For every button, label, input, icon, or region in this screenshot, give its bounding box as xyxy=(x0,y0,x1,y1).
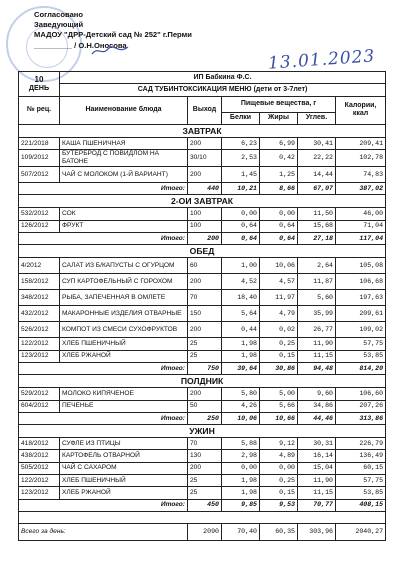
table-row xyxy=(19,400,386,412)
table-row xyxy=(19,350,386,362)
recipe-number: 432/2012 xyxy=(19,306,60,322)
protein-value: 1,98 xyxy=(222,350,260,362)
total-protein: 0,64 xyxy=(222,233,260,245)
dish-name: МОЛОКО КИПЯЧЕНОЕ xyxy=(60,388,188,400)
calories-value: 226,79 xyxy=(336,438,386,450)
calories-value: 209,61 xyxy=(336,306,386,322)
calories-value: 105,08 xyxy=(336,258,386,274)
section-total-row xyxy=(19,499,386,511)
col-carbs-header: Углев. xyxy=(298,112,336,124)
protein-value: 0,44 xyxy=(222,322,260,338)
carbs-value: 11,50 xyxy=(298,208,336,220)
table-row xyxy=(19,208,386,220)
section-header xyxy=(19,425,386,438)
day-cell xyxy=(19,72,60,97)
recipe-number: 532/2012 xyxy=(19,208,60,220)
col-fat-header: Жиры xyxy=(260,112,298,124)
recipe-number: 438/2012 xyxy=(19,450,60,462)
section-title: УЖИН xyxy=(19,425,386,438)
total-protein: 10,06 xyxy=(222,412,260,424)
dish-name: ЧАЙ С САХАРОМ xyxy=(60,462,188,474)
carbs-value: 26,77 xyxy=(298,322,336,338)
total-carbs: 44,46 xyxy=(298,412,336,424)
fat-value: 5,00 xyxy=(260,388,298,400)
calories-value: 106,68 xyxy=(336,274,386,290)
dish-yield: 25 xyxy=(188,338,222,350)
dish-yield: 50 xyxy=(188,400,222,412)
protein-value: 4,26 xyxy=(222,400,260,412)
carbs-value: 15,68 xyxy=(298,220,336,232)
col-nutrients-header: Пищевые вещества, г xyxy=(222,96,336,112)
dish-yield: 25 xyxy=(188,475,222,487)
fat-value: 0,02 xyxy=(260,322,298,338)
calories-value: 136,49 xyxy=(336,450,386,462)
recipe-number: 529/2012 xyxy=(19,388,60,400)
section-total-row xyxy=(19,412,386,424)
table-row xyxy=(19,167,386,183)
total-yield: 440 xyxy=(188,183,222,195)
fat-value: 1,25 xyxy=(260,167,298,183)
dish-yield: 60 xyxy=(188,258,222,274)
company-name: ИП Бабкина Ф.С. xyxy=(60,72,386,84)
dish-yield: 130 xyxy=(188,450,222,462)
fat-value: 0,15 xyxy=(260,350,298,362)
calories-value: 102,78 xyxy=(336,150,386,167)
day-label: ДЕНЬ xyxy=(28,82,50,92)
section-title: ПОЛДНИК xyxy=(19,375,386,388)
total-fat: 30,86 xyxy=(260,362,298,374)
dish-name: ПЕЧЕНЬЕ xyxy=(60,400,188,412)
carbs-value: 2,64 xyxy=(298,258,336,274)
fat-value: 5,66 xyxy=(260,400,298,412)
dish-name: КАРТОФЕЛЬ ОТВАРНОЙ xyxy=(60,450,188,462)
table-row xyxy=(19,462,386,474)
recipe-number: 122/2012 xyxy=(19,475,60,487)
table-row xyxy=(19,322,386,338)
dish-yield: 200 xyxy=(188,462,222,474)
protein-value: 18,40 xyxy=(222,290,260,306)
table-row xyxy=(19,388,386,400)
dish-name: ЧАЙ С МОЛОКОМ (1-Й ВАРИАНТ) xyxy=(60,167,188,183)
total-calories: 313,86 xyxy=(336,412,386,424)
total-calories: 814,20 xyxy=(336,362,386,374)
spacer-cell xyxy=(19,511,386,523)
table-row xyxy=(19,258,386,274)
recipe-number: 123/2012 xyxy=(19,487,60,499)
total-carbs: 94,48 xyxy=(298,362,336,374)
dish-yield: 200 xyxy=(188,137,222,149)
recipe-number: 109/2012 xyxy=(19,150,60,167)
calories-value: 109,02 xyxy=(336,322,386,338)
fat-value: 0,64 xyxy=(260,220,298,232)
section-title: ОБЕД xyxy=(19,245,386,258)
total-fat: 9,53 xyxy=(260,499,298,511)
recipe-number: 158/2012 xyxy=(19,274,60,290)
section-header xyxy=(19,245,386,258)
signature-scribble xyxy=(90,44,130,58)
total-calories: 117,04 xyxy=(336,233,386,245)
recipe-number: 507/2012 xyxy=(19,167,60,183)
calories-value: 53,85 xyxy=(336,350,386,362)
calories-value: 57,75 xyxy=(336,338,386,350)
calories-value: 46,00 xyxy=(336,208,386,220)
table-row xyxy=(19,220,386,232)
total-fat: 10,66 xyxy=(260,412,298,424)
protein-value: 0,00 xyxy=(222,208,260,220)
total-yield: 450 xyxy=(188,499,222,511)
grand-total-protein: 70,40 xyxy=(222,524,260,541)
fat-value: 0,00 xyxy=(260,208,298,220)
calories-value: 207,26 xyxy=(336,400,386,412)
section-header xyxy=(19,124,386,137)
protein-value: 1,98 xyxy=(222,338,260,350)
total-protein: 9,85 xyxy=(222,499,260,511)
dish-yield: 200 xyxy=(188,167,222,183)
dish-name: СУП КАРТОФЕЛЬНЫЙ С ГОРОХОМ xyxy=(60,274,188,290)
col-name-header: Наименование блюда xyxy=(60,96,188,124)
protein-value: 1,98 xyxy=(222,487,260,499)
recipe-number: 221/2018 xyxy=(19,137,60,149)
fat-value: 11,97 xyxy=(260,290,298,306)
carbs-value: 11,15 xyxy=(298,487,336,499)
dish-name: КОМПОТ ИЗ СМЕСИ СУХОФРУКТОВ xyxy=(60,322,188,338)
table-row xyxy=(19,150,386,167)
col-yield-header: Выход xyxy=(188,96,222,124)
protein-value: 5,88 xyxy=(222,438,260,450)
fat-value: 4,79 xyxy=(260,306,298,322)
carbs-value: 15,04 xyxy=(298,462,336,474)
carbs-value: 11,15 xyxy=(298,350,336,362)
dish-yield: 70 xyxy=(188,438,222,450)
protein-value: 2,53 xyxy=(222,150,260,167)
carbs-value: 14,44 xyxy=(298,167,336,183)
table-row xyxy=(19,338,386,350)
table-row xyxy=(19,274,386,290)
carbs-value: 22,22 xyxy=(298,150,336,167)
grand-total-fat: 60,35 xyxy=(260,524,298,541)
protein-value: 6,23 xyxy=(222,137,260,149)
total-calories: 387,02 xyxy=(336,183,386,195)
dish-name: ФРУКТ xyxy=(60,220,188,232)
menu-title: САД ТУБИНТОКСИКАЦИЯ МЕНЮ (дети от 3-7лет) xyxy=(60,84,386,96)
dish-yield: 25 xyxy=(188,487,222,499)
carbs-value: 11,87 xyxy=(298,274,336,290)
total-label: Итого: xyxy=(19,499,188,511)
dish-yield: 30/10 xyxy=(188,150,222,167)
day-number: 10 xyxy=(34,74,44,84)
fat-value: 0,25 xyxy=(260,475,298,487)
carbs-value: 11,90 xyxy=(298,338,336,350)
total-yield: 200 xyxy=(188,233,222,245)
table-row xyxy=(19,487,386,499)
total-yield: 750 xyxy=(188,362,222,374)
section-total-row xyxy=(19,233,386,245)
calories-value: 197,63 xyxy=(336,290,386,306)
fat-value: 6,99 xyxy=(260,137,298,149)
protein-value: 4,52 xyxy=(222,274,260,290)
fat-value: 9,12 xyxy=(260,438,298,450)
calories-value: 209,41 xyxy=(336,137,386,149)
table-row xyxy=(19,137,386,149)
section-header xyxy=(19,195,386,208)
recipe-number: 123/2012 xyxy=(19,350,60,362)
dish-name: СОК xyxy=(60,208,188,220)
grand-total-calories: 2040,27 xyxy=(336,524,386,541)
protein-value: 5,80 xyxy=(222,388,260,400)
fat-value: 0,00 xyxy=(260,462,298,474)
approval-line-3: МАДОУ "ДРР-Детский сад № 252" г.Перми xyxy=(34,30,192,40)
fat-value: 0,15 xyxy=(260,487,298,499)
dish-name: БУТЕРБРОД С ПОВИДЛОМ НА БАТОНЕ xyxy=(60,150,188,167)
carbs-value: 34,86 xyxy=(298,400,336,412)
dish-name: МАКАРОННЫЕ ИЗДЕЛИЯ ОТВАРНЫЕ xyxy=(60,306,188,322)
total-label: Итого: xyxy=(19,183,188,195)
section-title: ЗАВТРАК xyxy=(19,124,386,137)
recipe-number: 4/2012 xyxy=(19,258,60,274)
grand-total-label: Всего за день: xyxy=(19,524,188,541)
fat-value: 4,57 xyxy=(260,274,298,290)
section-total-row xyxy=(19,362,386,374)
menu-table xyxy=(18,71,386,541)
approval-line-1: Согласовано xyxy=(34,10,84,19)
carbs-value: 9,60 xyxy=(298,388,336,400)
protein-value: 1,45 xyxy=(222,167,260,183)
carbs-value: 30,31 xyxy=(298,438,336,450)
grand-total-carbs: 303,96 xyxy=(298,524,336,541)
dish-name: ХЛЕБ ПШЕНИЧНЫЙ xyxy=(60,475,188,487)
dish-yield: 100 xyxy=(188,208,222,220)
recipe-number: 418/2012 xyxy=(19,438,60,450)
handwritten-date: 13.01.2023 xyxy=(267,46,376,74)
protein-value: 5,64 xyxy=(222,306,260,322)
total-label: Итого: xyxy=(19,233,188,245)
dish-name: ХЛЕБ РЖАНОЙ xyxy=(60,487,188,499)
recipe-number: 348/2012 xyxy=(19,290,60,306)
protein-value: 2,98 xyxy=(222,450,260,462)
protein-value: 1,00 xyxy=(222,258,260,274)
total-carbs: 67,07 xyxy=(298,183,336,195)
fat-value: 0,25 xyxy=(260,338,298,350)
protein-value: 0,00 xyxy=(222,462,260,474)
total-fat: 0,64 xyxy=(260,233,298,245)
total-calories: 408,15 xyxy=(336,499,386,511)
calories-value: 74,83 xyxy=(336,167,386,183)
recipe-number: 604/2012 xyxy=(19,400,60,412)
total-protein: 39,64 xyxy=(222,362,260,374)
calories-value: 53,85 xyxy=(336,487,386,499)
carbs-value: 35,99 xyxy=(298,306,336,322)
approval-line-4: _________ / О.Н.Оносова xyxy=(34,40,127,50)
table-row xyxy=(19,438,386,450)
fat-value: 4,89 xyxy=(260,450,298,462)
total-yield: 250 xyxy=(188,412,222,424)
calories-value: 57,75 xyxy=(336,475,386,487)
dish-name: ХЛЕБ РЖАНОЙ xyxy=(60,350,188,362)
grand-total-yield: 2090 xyxy=(188,524,222,541)
calories-value: 71,04 xyxy=(336,220,386,232)
total-carbs: 70,77 xyxy=(298,499,336,511)
fat-value: 10,06 xyxy=(260,258,298,274)
calories-value: 60,15 xyxy=(336,462,386,474)
dish-yield: 25 xyxy=(188,350,222,362)
recipe-number: 526/2012 xyxy=(19,322,60,338)
section-total-row xyxy=(19,183,386,195)
carbs-value: 16,14 xyxy=(298,450,336,462)
col-calories-header: Калории, ккал xyxy=(336,96,386,124)
protein-value: 0,64 xyxy=(222,220,260,232)
dish-yield: 200 xyxy=(188,388,222,400)
dish-name: СУФЛЕ ИЗ ПТИЦЫ xyxy=(60,438,188,450)
table-row xyxy=(19,290,386,306)
section-title: 2-ОИ ЗАВТРАК xyxy=(19,195,386,208)
col-recipe-header: № рец. xyxy=(19,96,60,124)
dish-yield: 200 xyxy=(188,274,222,290)
dish-name: КАША ПШЕНИЧНАЯ xyxy=(60,137,188,149)
carbs-value: 30,41 xyxy=(298,137,336,149)
dish-yield: 150 xyxy=(188,306,222,322)
grand-total-row xyxy=(19,524,386,541)
fat-value: 0,42 xyxy=(260,150,298,167)
dish-name: ХЛЕБ ПШЕНИЧНЫЙ xyxy=(60,338,188,350)
table-row xyxy=(19,306,386,322)
protein-value: 1,98 xyxy=(222,475,260,487)
section-header xyxy=(19,375,386,388)
dish-name: РЫБА, ЗАПЕЧЕННАЯ В ОМЛЕТЕ xyxy=(60,290,188,306)
spacer-row xyxy=(19,511,386,523)
total-fat: 8,66 xyxy=(260,183,298,195)
table-row xyxy=(19,450,386,462)
dish-yield: 100 xyxy=(188,220,222,232)
total-label: Итого: xyxy=(19,362,188,374)
calories-value: 106,60 xyxy=(336,388,386,400)
total-protein: 10,21 xyxy=(222,183,260,195)
dish-name: САЛАТ ИЗ Б/КАПУСТЫ С ОГУРЦОМ xyxy=(60,258,188,274)
total-carbs: 27,18 xyxy=(298,233,336,245)
recipe-number: 126/2012 xyxy=(19,220,60,232)
approval-line-2: Заведующий xyxy=(34,20,84,30)
table-row xyxy=(19,475,386,487)
recipe-number: 122/2012 xyxy=(19,338,60,350)
carbs-value: 5,60 xyxy=(298,290,336,306)
total-label: Итого: xyxy=(19,412,188,424)
recipe-number: 505/2012 xyxy=(19,462,60,474)
col-protein-header: Белки xyxy=(222,112,260,124)
dish-yield: 200 xyxy=(188,322,222,338)
carbs-value: 11,90 xyxy=(298,475,336,487)
dish-yield: 70 xyxy=(188,290,222,306)
